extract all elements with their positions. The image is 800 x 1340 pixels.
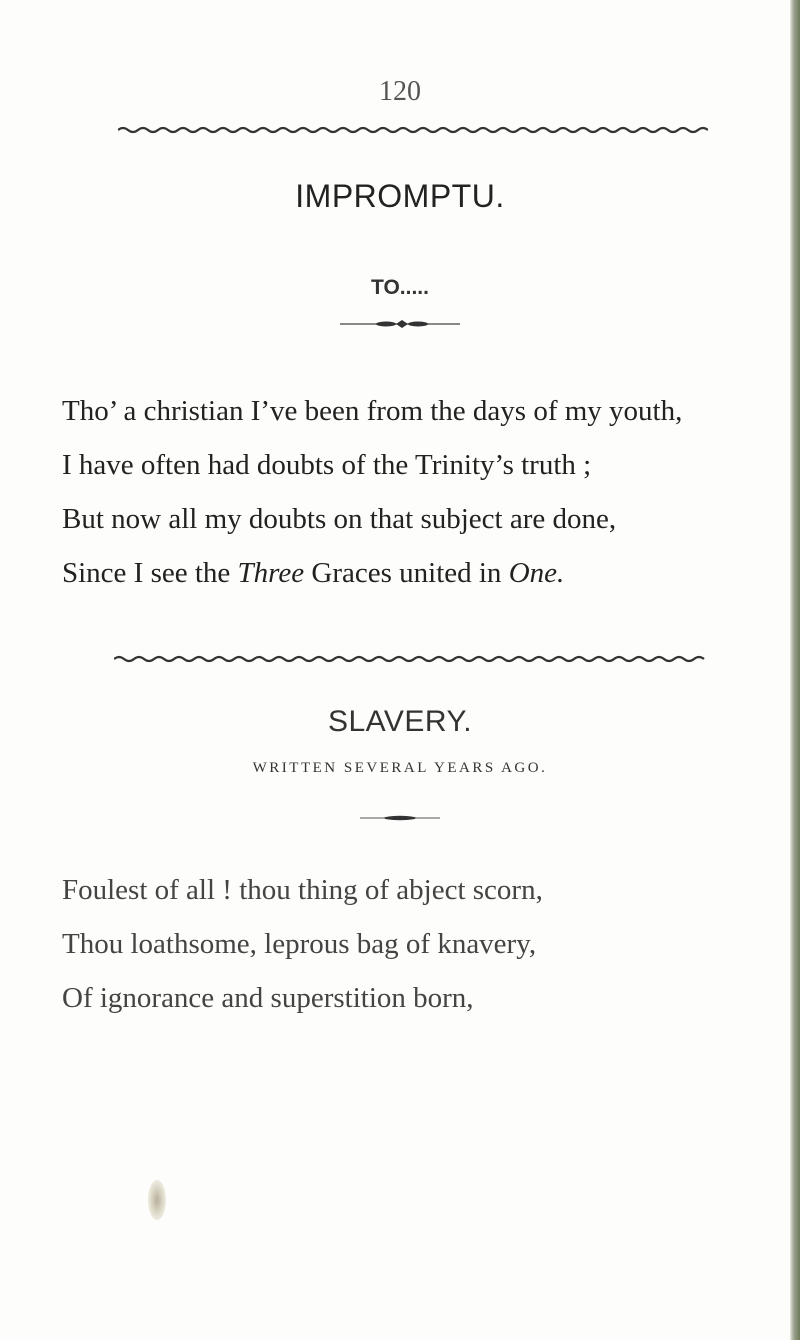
poem2-line-3: Of ignorance and superstition born, — [62, 982, 474, 1014]
poem-title-slavery: SLAVERY. — [327, 705, 473, 738]
line4-text-b: Graces united in — [304, 557, 509, 589]
poem-title-impromptu: IMPROMPTU. — [295, 178, 505, 214]
page-number: 120 — [379, 76, 421, 107]
poem1-line-2: I have often had doubts of the Trinity’s truth ; — [62, 449, 592, 481]
poem1-line-3: But now all my doubts on that subject are done, — [62, 503, 617, 535]
poem1-line-4 — [62, 557, 752, 590]
ornament-divider — [0, 318, 800, 330]
wavy-rule-middle — [114, 655, 708, 663]
line4-italic-one: One. — [508, 557, 565, 589]
ornament-divider-small — [0, 812, 800, 824]
poem2-line-1: Foulest of all ! thou thing of abject scorn, — [62, 874, 543, 906]
poem-subtitle: WRITTEN SEVERAL YEARS AGO. — [252, 760, 548, 776]
poem-dedication: TO..... — [371, 276, 429, 299]
poem2-line-2: Thou loathsome, leprous bag of knavery, — [62, 928, 537, 960]
poem1-line-1: Tho’ a christian I’ve been from the days of my youth, — [62, 395, 683, 427]
line4-text-a: Since I see the — [62, 557, 238, 589]
paper-stain — [148, 1180, 166, 1220]
line4-italic-three: Three — [237, 557, 305, 589]
wavy-rule-top — [118, 126, 708, 134]
